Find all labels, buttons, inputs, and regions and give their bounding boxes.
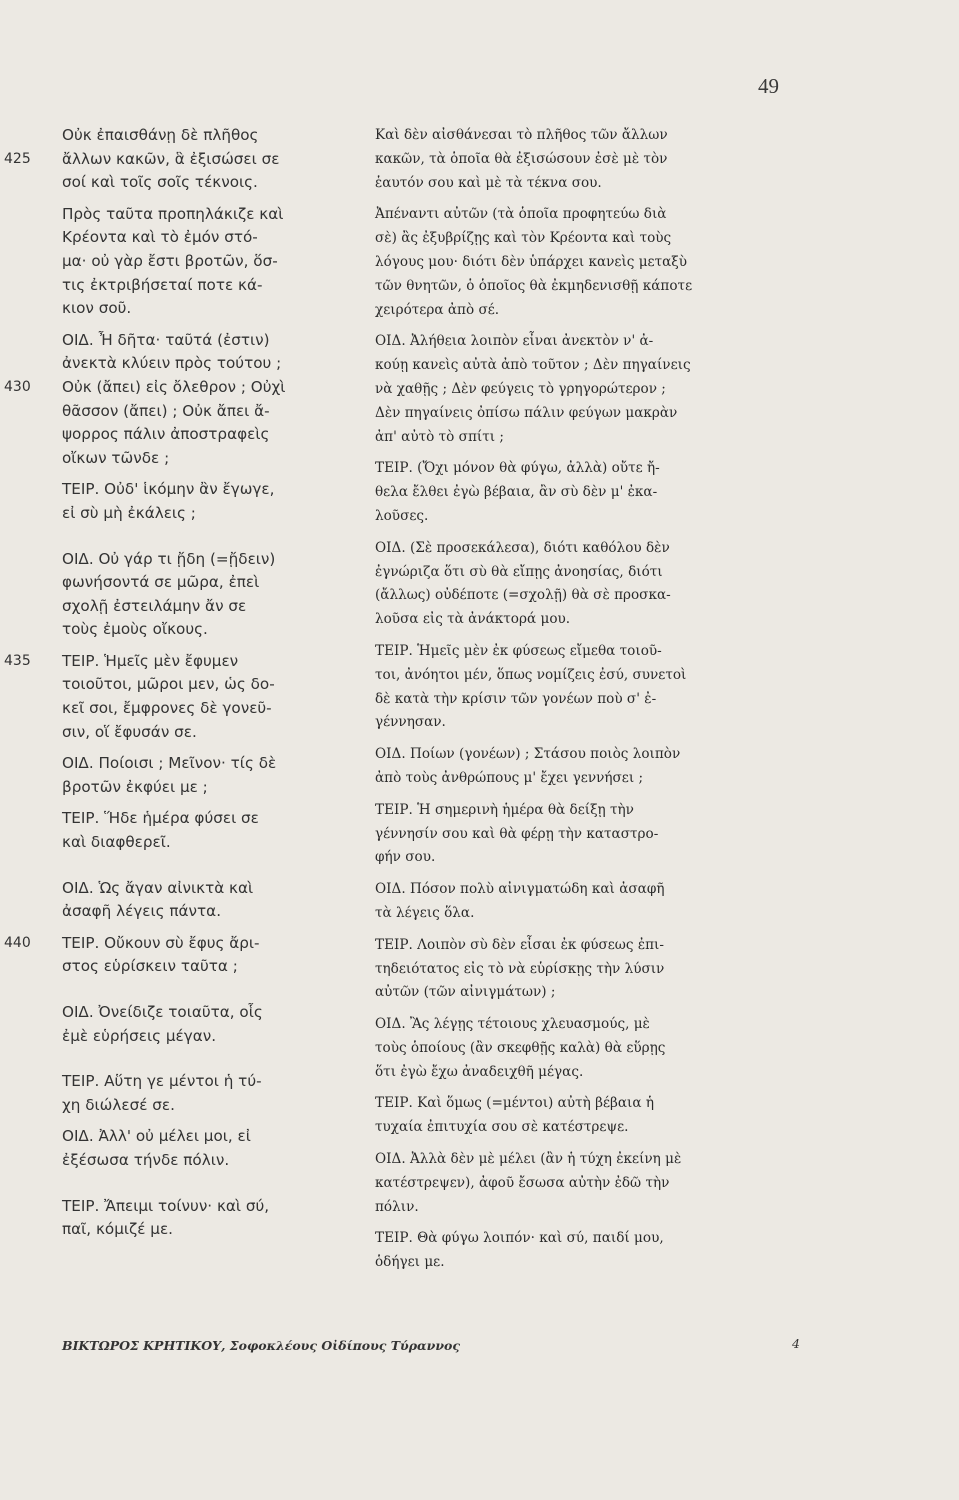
translation-passage (375, 934, 810, 1005)
translation-line: ἑαυτόν σου καὶ μὲ τὰ τέκνα σου. (375, 174, 602, 191)
translation-line: ΟΙΔ. (Σὲ προσεκάλεσα), διότι καθόλου δὲν (375, 539, 670, 556)
greek-line: Οὐκ (ἄπει) εἰς ὄλεθρον ; Οὐχὶ (62, 377, 286, 396)
translation-line: κατέστρεψεν), ἀφοῦ ἔσωσα αὐτὴν ἐδῶ τὴν (375, 1174, 670, 1191)
greek-line: βροτῶν ἐκφύει με ; (62, 777, 208, 796)
greek-line: ΟΙΔ. Ἀλλ' οὐ μέλει μοι, εἰ (62, 1127, 251, 1146)
translation-line: (ἄλλως) οὐδέποτε (=σχολῇ) θὰ σὲ προσκα- (375, 587, 671, 604)
translation-passage (375, 878, 810, 926)
translation-line: τοι, ἀνόητοι μέν, ὅπως νομίζεις ἐσύ, συνετοὶ (375, 666, 687, 683)
translation-line: τὰ λέγεις ὅλα. (375, 904, 475, 921)
greek-passage (62, 877, 362, 924)
greek-line: Οὐκ ἐπαισθάνῃ δὲ πλῆθος (62, 126, 259, 144)
verse-line-number: 430 (4, 378, 31, 395)
block-gap (62, 924, 362, 932)
block-gap (375, 870, 810, 878)
block-gap (62, 1173, 362, 1195)
translation-line: ΤΕΙΡ. Θὰ φύγω λοιπόν· καὶ σύ, παιδί μου, (375, 1230, 664, 1247)
greek-passage (62, 1125, 362, 1172)
translation-line: ΟΙΔ. Ἂς λέγῃς τέτοιους χλευασμούς, μὲ (375, 1016, 650, 1033)
greek-passage (62, 203, 362, 321)
block-gap (375, 1005, 810, 1013)
greek-line: ἀνεκτὰ κλύειν πρὸς τούτου ; (62, 354, 282, 373)
translation-line: ὅτι ἐγὼ ἔχω ἀναδειχθῆ μέγας. (375, 1063, 584, 1080)
greek-line: ἀσαφῆ λέγεις πάντα. (62, 902, 222, 921)
block-gap (62, 1117, 362, 1125)
greek-passage (62, 807, 362, 854)
greek-passage (62, 1001, 362, 1048)
block-gap (62, 855, 362, 877)
translation-line: κακῶν, τὰ ὁποῖα θὰ ἐξισώσουν ἐσὲ μὲ τὸν (375, 150, 668, 167)
block-gap (62, 979, 362, 1001)
block-gap (62, 321, 362, 329)
greek-line: θᾶσσον (ἄπει) ; Οὐκ ἄπει ἄ- (62, 401, 270, 420)
greek-line: τοὺς ἐμοὺς οἴκους. (62, 620, 208, 639)
translation-line: ΟΙΔ. Πόσον πολὺ αἰνιγματώδη καὶ ἀσαφῆ (375, 881, 665, 898)
translation-line: λοῦσα εἰς τὰ ἀνάκτορά μου. (375, 611, 571, 628)
translation-line: λόγους μου· διότι δὲν ὑπάρχει κανεὶς μεταξὺ (375, 253, 688, 270)
greek-line: ΤΕΙΡ. Οὔκουν σὺ ἔφυς ἄρι- (62, 933, 260, 952)
greek-line: τις ἐκτριβήσεταί ποτε κά- (62, 275, 263, 294)
verse-line-number: 425 (4, 150, 31, 167)
translation-line: λοῦσες. (375, 507, 429, 524)
block-gap (375, 529, 810, 537)
greek-line: κιον σοῦ. (62, 299, 132, 318)
greek-line: παῖ, κόμιζέ με. (62, 1220, 173, 1239)
greek-original-column (4, 124, 362, 1242)
translation-passage (375, 1013, 810, 1084)
page-number: 49 (758, 74, 779, 98)
translation-line: κούῃ κανεὶς αὐτὰ ἀπὸ τοῦτον ; Δὲν πηγαίνεις (375, 357, 691, 374)
translation-passage (375, 1148, 810, 1219)
greek-line: ΟΙΔ. Ἦ δῆτα· ταῦτά (ἐστιν) (62, 330, 270, 349)
block-gap (375, 791, 810, 799)
greek-line: ἐμὲ εὑρήσεις μέγαν. (62, 1026, 217, 1045)
greek-line: χη διώλεσέ σε. (62, 1095, 175, 1114)
translation-line: Δὲν πηγαίνεις ὀπίσω πάλιν φεύγων μακρὰν (375, 404, 678, 421)
greek-line: ΤΕΙΡ. Ἥδε ἡμέρα φύσει σε (62, 809, 259, 828)
greek-passage (62, 752, 362, 799)
translation-line: γέννησίν σου καὶ θὰ φέρῃ τὴν καταστρο- (375, 825, 659, 842)
translation-line: θελα ἔλθει ἐγὼ βέβαια, ἂν σὺ δὲν μ' ἐκα- (375, 484, 658, 501)
block-gap (375, 1219, 810, 1227)
greek-line: Πρὸς ταῦτα προπηλάκιζε καὶ (62, 204, 284, 223)
block-gap (375, 322, 810, 330)
greek-passage (4, 932, 362, 979)
greek-passage (62, 478, 362, 525)
translation-passage (375, 330, 810, 449)
greek-passage (62, 1070, 362, 1117)
greek-line: τοιοῦτοι, μῶροι μεν, ὡς δο- (62, 675, 275, 694)
block-gap (375, 195, 810, 203)
greek-line: ΤΕΙΡ. Οὐδ' ἱκόμην ἂν ἔγωγε, (62, 480, 275, 499)
translation-line: ἐγνώριζα ὅτι σὺ θὰ εἴπῃς ἀνοησίας, διότι (375, 563, 663, 580)
greek-line: σιν, οἵ ἔφυσάν σε. (62, 722, 197, 741)
translation-line: ὁδήγει με. (375, 1254, 445, 1271)
block-gap (62, 744, 362, 752)
greek-passage (4, 124, 362, 195)
translation-line: αὐτῶν (τῶν αἰνιγμάτων) ; (375, 984, 556, 1001)
modern-translation-column (375, 124, 810, 1275)
translation-line: ΤΕΙΡ. Ἡμεῖς μὲν ἐκ φύσεως εἴμεθα τοιοῦ- (375, 642, 662, 659)
greek-line: ΤΕΙΡ. Ἄπειμι τοίνυν· καὶ σύ, (62, 1196, 270, 1215)
translation-line: γέννησαν. (375, 714, 446, 731)
translation-passage (375, 457, 810, 528)
translation-line: τῶν θνητῶν, ὁ ὁποῖος θὰ ἐκμηδενισθῇ κάποτε (375, 277, 693, 294)
block-gap (62, 195, 362, 203)
block-gap (62, 470, 362, 478)
greek-line: ΤΕΙΡ. Αὕτη γε μέντοι ἡ τύ- (62, 1072, 262, 1091)
translation-passage (375, 799, 810, 870)
greek-line: ΟΙΔ. Ὀνείδιζε τοιαῦτα, οἷς (62, 1003, 263, 1021)
block-gap (375, 1084, 810, 1092)
greek-line: ΟΙΔ. Οὐ γάρ τι ᾔδη (=ᾔδειν) (62, 549, 276, 568)
verse-line-number: 435 (4, 652, 31, 669)
footer-title: ΒΙΚΤΩΡΟΣ ΚΡΗΤΙΚΟΥ, Σοφοκλέους Οἰδίπους Τύραννος (62, 1338, 460, 1353)
translation-line: ΤΕΙΡ. Λοιπὸν σὺ δὲν εἶσαι ἐκ φύσεως ἐπι- (375, 936, 664, 953)
translation-line: χειρότερα ἀπὸ σέ. (375, 301, 500, 318)
block-gap (62, 799, 362, 807)
translation-passage (375, 743, 810, 791)
translation-line: ΤΕΙΡ. Καὶ ὅμως (=μέντοι) αὐτὴ βέβαια ἡ (375, 1095, 655, 1112)
translation-passage (375, 640, 810, 735)
translation-passage (375, 537, 810, 632)
translation-line: Ἀπέναντι αὐτῶν (τὰ ὁποῖα προφητεύω διὰ (375, 206, 667, 223)
block-gap (375, 632, 810, 640)
greek-line: φωνήσοντά σε μῶρα, ἐπεὶ (62, 573, 260, 592)
block-gap (375, 735, 810, 743)
block-gap (375, 449, 810, 457)
greek-line: ΤΕΙΡ. Ἡμεῖς μὲν ἔφυμεν (62, 651, 239, 670)
greek-line: εἰ σὺ μὴ ἐκάλεις ; (62, 503, 196, 522)
translation-passage (375, 1092, 810, 1140)
block-gap (62, 526, 362, 548)
greek-line: στος εὑρίσκειν ταῦτα ; (62, 957, 238, 976)
signature-mark: 4 (792, 1336, 800, 1351)
greek-line: ΟΙΔ. Ὡς ἄγαν αἰνικτὰ καὶ (62, 878, 254, 897)
greek-passage (4, 329, 362, 471)
translation-line: ΟΙΔ. Ἀλλὰ δὲν μὲ μέλει (ἂν ἡ τύχη ἐκείνη μὲ (375, 1151, 682, 1168)
translation-passage (375, 124, 810, 195)
block-gap (62, 642, 362, 650)
translation-line: σὲ) ἂς ἐξυβρίζῃς καὶ τὸν Κρέοντα καὶ τοὺς (375, 230, 672, 247)
greek-line: σοί καὶ τοῖς σοῖς τέκνοις. (62, 173, 258, 192)
translation-line: ΟΙΔ. Ποίων (γονέων) ; Στάσου ποιὸς λοιπὸν (375, 746, 681, 763)
translation-line: νὰ χαθῇς ; Δὲν φεύγεις τὸ γρηγορώτερον ; (375, 380, 666, 397)
translation-line: ΟΙΔ. Ἀλήθεια λοιπὸν εἶναι ἀνεκτὸν ν' ἀ- (375, 333, 654, 350)
translation-line: τοὺς ὁποίους (ἂν σκεφθῇς καλὰ) θὰ εὕρῃς (375, 1039, 666, 1056)
translation-line: ἀπ' αὐτὸ τὸ σπίτι ; (375, 428, 504, 445)
verse-line-number: 440 (4, 934, 31, 951)
greek-passage (4, 650, 362, 744)
greek-passage (62, 1195, 362, 1242)
greek-passage (62, 548, 362, 642)
greek-line: ψορρος πάλιν ἀποστραφεὶς (62, 425, 270, 444)
greek-line: κεῖ σοι, ἔμφρονες δὲ γονεῦ- (62, 699, 272, 718)
translation-line: πόλιν. (375, 1198, 419, 1215)
block-gap (62, 1048, 362, 1070)
block-gap (375, 926, 810, 934)
translation-line: φήν σου. (375, 849, 436, 866)
translation-line: δὲ κατὰ τὴν κρίσιν τῶν γονέων ποὺ σ' ἐ- (375, 690, 657, 707)
greek-line: μα· οὐ γὰρ ἔστι βροτῶν, ὅσ- (62, 251, 278, 270)
translation-line: τυχαία ἐπιτυχία σου σὲ κατέστρεψε. (375, 1119, 629, 1136)
greek-line: ΟΙΔ. Ποίοισι ; Μεῖνον· τίς δὲ (62, 754, 277, 773)
greek-line: ἐξέσωσα τήνδε πόλιν. (62, 1150, 230, 1169)
translation-line: Καὶ δὲν αἰσθάνεσαι τὸ πλῆθος τῶν ἄλλων (375, 127, 668, 143)
translation-passage (375, 1227, 810, 1275)
translation-line: ΤΕΙΡ. (Ὄχι μόνον θὰ φύγω, ἀλλὰ) οὔτε ἤ- (375, 460, 660, 477)
greek-line: οἴκων τῶνδε ; (62, 448, 170, 467)
greek-line: καὶ διαφθερεῖ. (62, 833, 171, 852)
greek-line: Κρέοντα καὶ τὸ ἐμόν στό- (62, 228, 258, 247)
block-gap (375, 1140, 810, 1148)
translation-line: ΤΕΙΡ. Ἡ σημερινὴ ἡμέρα θὰ δείξῃ τὴν (375, 801, 634, 818)
greek-line: ἄλλων κακῶν, ἃ ἐξισώσει σε (62, 149, 280, 168)
translation-passage (375, 203, 810, 322)
translation-line: ἀπὸ τοὺς ἀνθρώπους μ' ἔχει γεννήσει ; (375, 769, 644, 786)
translation-line: τηδειότατος εἰς τὸ νὰ εὑρίσκῃς τὴν λύσιν (375, 960, 665, 977)
greek-line: σχολῇ ἐστειλάμην ἄν σε (62, 596, 247, 615)
